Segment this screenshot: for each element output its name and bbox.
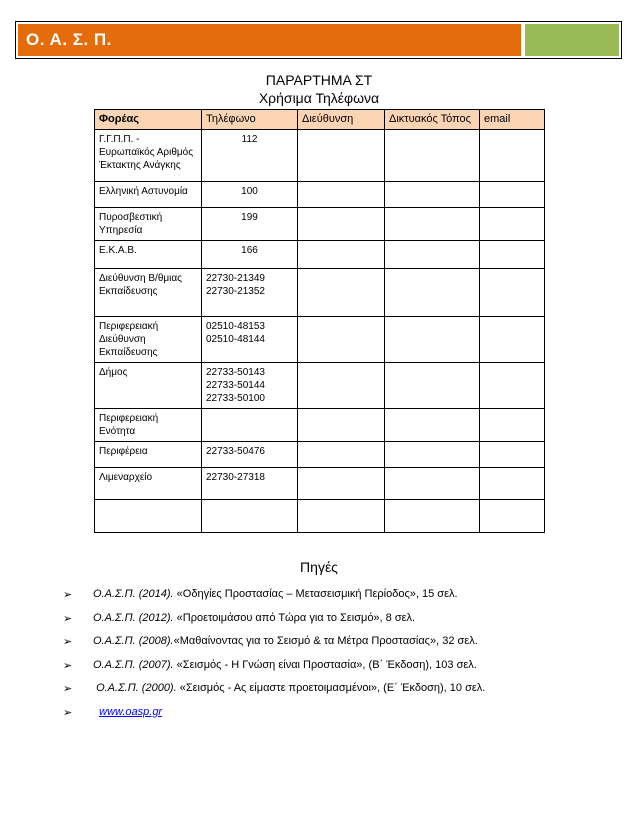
cell-org: Γ.Γ.Π.Π. - Ευρωπαϊκός Αριθμός Έκτακτης Ανάγκης bbox=[95, 130, 202, 182]
sources-list bbox=[63, 588, 485, 729]
cell-org: Δήμος bbox=[95, 363, 202, 409]
cell-phone bbox=[202, 317, 298, 363]
phone-number: 02510-48144 bbox=[206, 334, 265, 345]
oasp-link[interactable]: www.oasp.gr bbox=[99, 705, 163, 718]
cell-org: Περιφέρεια bbox=[95, 442, 202, 468]
arrow-bullet-icon: ➢ bbox=[63, 706, 73, 719]
source-author: Ο.Α.Σ.Π. (2007). bbox=[93, 658, 174, 671]
header-green-block bbox=[525, 24, 619, 56]
arrow-bullet-icon: ➢ bbox=[63, 683, 73, 695]
arrow-bullet-icon: ➢ bbox=[63, 659, 73, 672]
phone-number: 22733-50143 bbox=[206, 367, 265, 378]
arrow-bullet-icon: ➢ bbox=[63, 636, 73, 648]
cell-website bbox=[385, 182, 480, 208]
source-text: «Μαθαίνοντας για το Σεισμό & τα Μέτρα Προστασίας», 32 σελ. bbox=[173, 635, 478, 647]
phone-number: 100 bbox=[241, 186, 258, 197]
cell-website bbox=[385, 468, 480, 500]
source-text: «Σεισμός - Ας είμαστε προετοιμασμένοι», (Ε΄ Έκδοση), 10 σελ. bbox=[176, 682, 486, 694]
cell-website bbox=[385, 442, 480, 468]
cell-email bbox=[480, 182, 545, 208]
appendix-title: ΠΑΡΑΡΤΗΜΑ ΣΤ bbox=[265, 72, 373, 88]
table-row bbox=[95, 442, 545, 468]
cell-address bbox=[298, 317, 385, 363]
phone-number: 112 bbox=[241, 134, 258, 145]
cell-website bbox=[385, 363, 480, 409]
phones-table bbox=[94, 109, 545, 533]
table-row bbox=[95, 468, 545, 500]
table-header-row bbox=[95, 110, 545, 130]
cell-phone bbox=[202, 182, 298, 208]
cell-address bbox=[298, 182, 385, 208]
source-item bbox=[63, 706, 485, 730]
cell-org: Πυροσβεστική Υπηρεσία bbox=[95, 208, 202, 241]
cell-phone bbox=[202, 208, 298, 241]
table-row bbox=[95, 363, 545, 409]
table-body bbox=[95, 130, 545, 533]
source-author: Ο.Α.Σ.Π. (2012). bbox=[93, 611, 174, 624]
cell-address bbox=[298, 269, 385, 317]
header-bar bbox=[15, 21, 622, 59]
source-item bbox=[63, 659, 485, 683]
cell-email bbox=[480, 241, 545, 269]
cell-email bbox=[480, 317, 545, 363]
cell-email bbox=[480, 130, 545, 182]
header-cell-org: Φορέας bbox=[95, 110, 202, 130]
source-author: Ο.Α.Σ.Π. (2008). bbox=[93, 635, 174, 647]
cell-org: Ελληνική Αστυνομία bbox=[95, 182, 202, 208]
cell-email bbox=[480, 442, 545, 468]
arrow-bullet-icon: ➢ bbox=[63, 612, 73, 625]
cell-website bbox=[385, 269, 480, 317]
cell-address bbox=[298, 409, 385, 442]
cell-address bbox=[298, 468, 385, 500]
header-title: Ο. Α. Σ. Π. bbox=[26, 30, 112, 49]
phone-number: 02510-48153 bbox=[206, 321, 265, 332]
source-item bbox=[63, 635, 485, 659]
cell-phone bbox=[202, 130, 298, 182]
cell-website bbox=[385, 130, 480, 182]
cell-email bbox=[480, 500, 545, 533]
header-cell-email: email bbox=[480, 110, 545, 130]
cell-org: Διεύθυνση Β/θμιας Εκπαίδευσης bbox=[95, 269, 202, 317]
cell-phone bbox=[202, 363, 298, 409]
phone-number: 22733-50100 bbox=[206, 393, 265, 404]
cell-address bbox=[298, 363, 385, 409]
source-text: «Σεισμός - Η Γνώση είναι Προστασία», (Β΄ Έκδοση), 103 σελ. bbox=[173, 658, 477, 671]
cell-phone bbox=[202, 269, 298, 317]
header-orange-block bbox=[18, 24, 521, 56]
cell-email bbox=[480, 208, 545, 241]
source-text: «Οδηγίες Προστασίας – Μετασεισμική Περίοδος», 15 σελ. bbox=[173, 588, 458, 600]
table-row bbox=[95, 208, 545, 241]
cell-phone bbox=[202, 500, 298, 533]
cell-address bbox=[298, 241, 385, 269]
source-author: Ο.Α.Σ.Π. (2000). bbox=[96, 682, 177, 694]
phone-number: 22730-21352 bbox=[206, 286, 265, 297]
phone-number: 199 bbox=[241, 212, 258, 223]
sources-title: Πηγές bbox=[300, 559, 338, 575]
phone-number: 166 bbox=[241, 245, 258, 256]
table-row bbox=[95, 241, 545, 269]
table-row bbox=[95, 269, 545, 317]
phone-number: 22730-27318 bbox=[206, 472, 265, 483]
cell-phone bbox=[202, 442, 298, 468]
source-item bbox=[63, 682, 485, 706]
cell-org: Ε.Κ.Α.Β. bbox=[95, 241, 202, 269]
cell-website bbox=[385, 241, 480, 269]
table-row bbox=[95, 409, 545, 442]
cell-phone bbox=[202, 409, 298, 442]
appendix-subtitle: Χρήσιμα Τηλέφωνα bbox=[258, 90, 380, 106]
header-cell-website: Δικτυακός Τόπος bbox=[385, 110, 480, 130]
phone-number: 22733-50144 bbox=[206, 380, 265, 391]
arrow-bullet-icon: ➢ bbox=[63, 589, 73, 601]
source-text: «Προετοιμάσου από Τώρα για το Σεισμό», 8 σελ. bbox=[173, 611, 416, 624]
table-row bbox=[95, 317, 545, 363]
table-row bbox=[95, 182, 545, 208]
source-author: Ο.Α.Σ.Π. (2014). bbox=[93, 588, 174, 600]
table-row bbox=[95, 130, 545, 182]
cell-org: Περιφερειακή Ενότητα bbox=[95, 409, 202, 442]
table-row bbox=[95, 500, 545, 533]
phone-number: 22730-21349 bbox=[206, 273, 265, 284]
phone-number: 22733-50476 bbox=[206, 446, 265, 457]
source-item bbox=[63, 588, 485, 612]
cell-email bbox=[480, 269, 545, 317]
cell-org: Περιφερειακή Διεύθυνση Εκπαίδευσης bbox=[95, 317, 202, 363]
source-item bbox=[63, 612, 485, 636]
cell-phone bbox=[202, 468, 298, 500]
cell-address bbox=[298, 208, 385, 241]
cell-email bbox=[480, 468, 545, 500]
cell-address bbox=[298, 130, 385, 182]
cell-website bbox=[385, 409, 480, 442]
cell-website bbox=[385, 208, 480, 241]
cell-email bbox=[480, 363, 545, 409]
cell-website bbox=[385, 317, 480, 363]
cell-address bbox=[298, 442, 385, 468]
cell-address bbox=[298, 500, 385, 533]
cell-email bbox=[480, 409, 545, 442]
header-cell-address: Διεύθυνση bbox=[298, 110, 385, 130]
cell-website bbox=[385, 500, 480, 533]
cell-phone bbox=[202, 241, 298, 269]
cell-org: Λιμεναρχείο bbox=[95, 468, 202, 500]
cell-org bbox=[95, 500, 202, 533]
header-cell-phone: Τηλέφωνο bbox=[202, 110, 298, 130]
